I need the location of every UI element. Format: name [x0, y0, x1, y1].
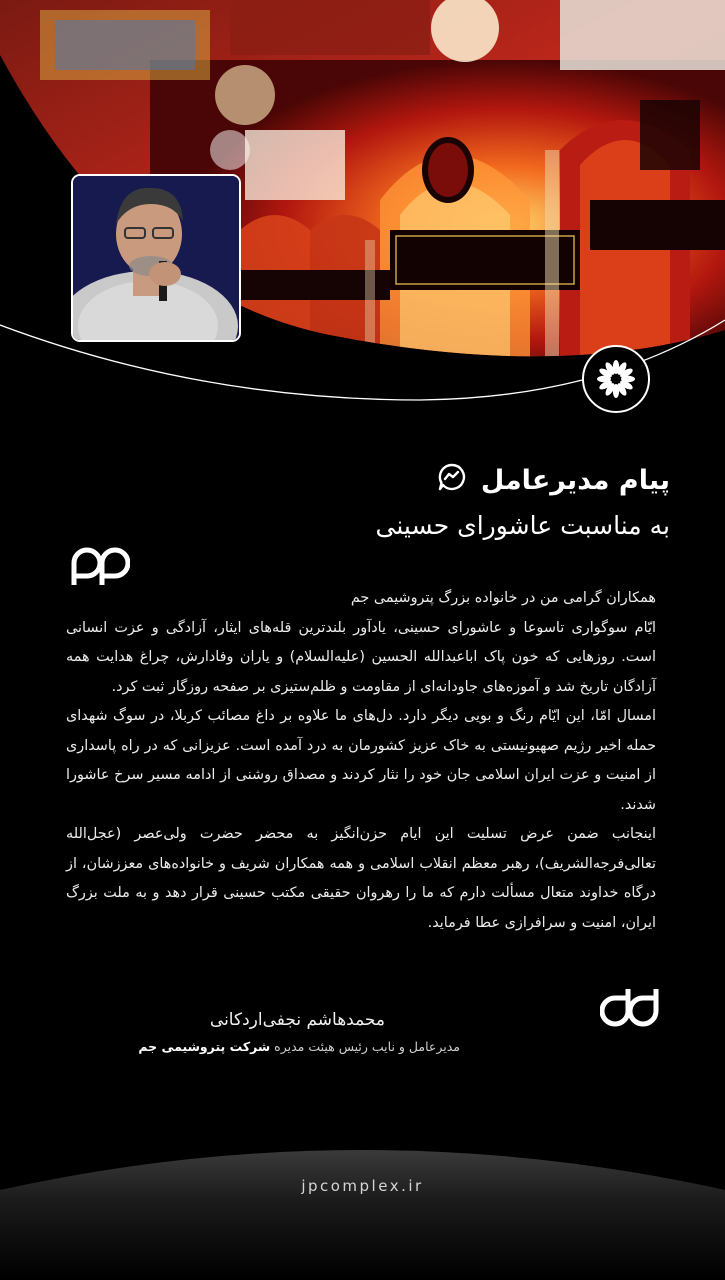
signer-name: محمدهاشم نجفی‌اردکانی [209, 1010, 385, 1030]
body-paragraph: ایّام سوگواری تاسوعا و عاشورای حسینی، یادآور بلندترین قله‌های ایثار، آزادگی و عزت انسانی است. روزهایی که خون پاک اباعبدالله الحسین (علیه‌السلام) و یاران وفادارش، چراغ هدایت همه آزادگان تاریخ شد و آموزه‌های جاودانه‌ای از مقاومت و ظلم‌ستیزی بر صفحه روزگار ثبت کرد. [66, 619, 656, 695]
footer-arc [0, 1130, 725, 1280]
greeting-paragraph: همکاران گرامی من در خانواده بزرگ پتروشیمی جم [350, 590, 656, 606]
ceo-portrait [71, 174, 241, 342]
signer-role [80, 1039, 460, 1054]
flower-logo-icon [582, 345, 650, 413]
body-paragraph: امسال امّا، این ایّام رنگ و بویی دیگر دارد. دل‌های ما علاوه بر داغ مصائب کربلا، در سوگ شهدای حمله اخیر رژیم صهیونیستی به خاک عزیز کشورمان به درد آمده است. عزیزانی که در راه پاسداری از امنیت و عزت ایران اسلامی جان خود را نثار کردند و مصداق روشنی از ادامه مسیر سرخ عاشورا شدند. [66, 708, 656, 813]
page-subtitle: به مناسبت عاشورای حسینی [375, 511, 670, 540]
title-block [70, 462, 670, 540]
signature-block [80, 1010, 460, 1054]
chat-bubble-icon [437, 462, 467, 499]
message-body [66, 584, 656, 938]
body-paragraph: اینجانب ضمن عرض تسلیت این ایام حزن‌انگیز به محضر حضرت ولی‌عصر (عجل‌الله تعالی‌فرجه‌الشریف)، رهبر معظم انقلاب اسلامی و همه همکاران شریف و خانواده‌های معززشان، از درگاه خداوند متعال مسألت دارم که ما را رهروان حقیقی مکتب حسینی قرار دهد و به ملت بزرگ ایران، امنیت و سرافرازی عطا فرماید. [66, 826, 656, 931]
website-link[interactable]: jpcomplex.ir [301, 1177, 424, 1195]
page-title: پیام مدیرعامل [480, 465, 670, 496]
signer-company: شرکت پتروشیمی جم [138, 1039, 271, 1054]
signer-title: مدیرعامل و نایب رئیس هیئت مدیره [274, 1039, 460, 1054]
quote-close-icon [600, 985, 660, 1033]
